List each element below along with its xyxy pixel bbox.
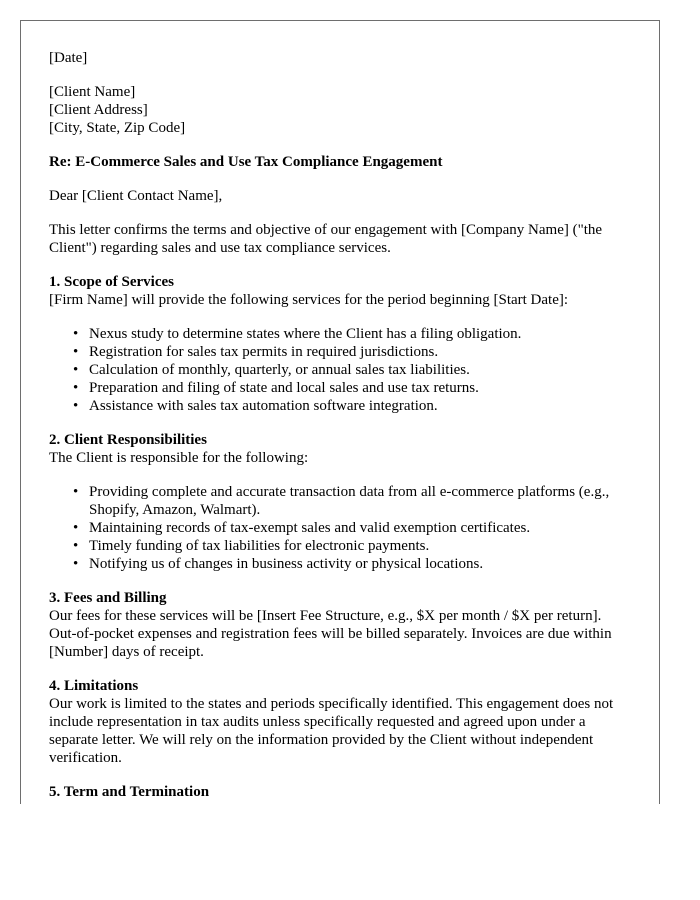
list-item: • Notifying us of changes in business activity or physical locations.: [89, 555, 631, 573]
section-title: 2. Client Responsibilities: [49, 432, 207, 448]
section-text: Our fees for these services will be [Insert Fee Structure, e.g., $X per month / $X per return]. Out-of-pocket expenses and registration fees will be billed separately. Invoices are due within [Number] days of receipt.: [49, 608, 612, 660]
section-client-responsibilities: [49, 431, 631, 573]
letter-content: [21, 21, 659, 801]
list-item: • Registration for sales tax permits in required jurisdictions.: [89, 343, 631, 361]
salutation: Dear [Client Contact Name],: [49, 188, 223, 204]
section-text: The Client is responsible for the following:: [49, 450, 309, 466]
subject-line: Re: E-Commerce Sales and Use Tax Compliance Engagement: [49, 154, 443, 170]
section-text: Our work is limited to the states and periods specifically identified. This engagement does not include representation in tax audits unless specifically requested and agreed upon under a separate letter. We will rely on the information provided by the Client without independent verification.: [49, 696, 614, 766]
section-title: 3. Fees and Billing: [49, 590, 167, 606]
section-title: 4. Limitations: [49, 678, 139, 694]
address-block: [49, 83, 631, 137]
list-item: • Timely funding of tax liabilities for electronic payments.: [89, 537, 631, 555]
responsibilities-list: [49, 483, 631, 573]
scope-list: [49, 325, 631, 415]
client-city-state-zip: [City, State, Zip Code]: [49, 120, 186, 136]
list-item: • Calculation of monthly, quarterly, or annual sales tax liabilities.: [89, 361, 631, 379]
list-item: • Nexus study to determine states where the Client has a filing obligation.: [89, 325, 631, 343]
client-address: [Client Address]: [49, 102, 148, 118]
client-name: [Client Name]: [49, 84, 136, 100]
list-item: • Maintaining records of tax-exempt sales and valid exemption certificates.: [89, 519, 631, 537]
section-term-termination: [49, 783, 631, 801]
date-line: [Date]: [49, 50, 88, 66]
list-item: • Preparation and filing of state and local sales and use tax returns.: [89, 379, 631, 397]
section-limitations: [49, 677, 631, 767]
list-item: • Providing complete and accurate transaction data from all e-commerce platforms (e.g., Shopify, Amazon, Walmart).: [89, 483, 631, 519]
section-scope: [49, 273, 631, 415]
letter-page: [20, 20, 660, 804]
section-fees-billing: [49, 589, 631, 661]
list-item: • Assistance with sales tax automation software integration.: [89, 397, 631, 415]
section-title: 5. Term and Termination: [49, 784, 210, 800]
intro-paragraph: This letter confirms the terms and objective of our engagement with [Company Name] ("the Client") regarding sales and use tax compliance services.: [49, 222, 603, 256]
section-text: [Firm Name] will provide the following services for the period beginning [Start Date]:: [49, 292, 569, 308]
section-title: 1. Scope of Services: [49, 274, 174, 290]
